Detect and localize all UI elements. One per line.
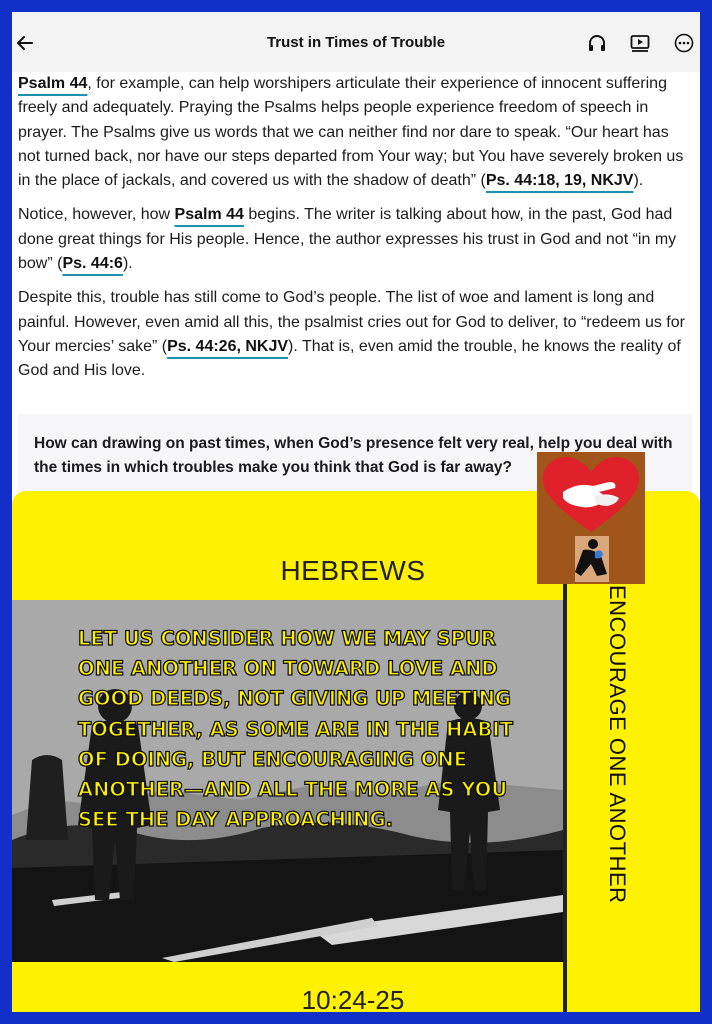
- page-title: Trust in Times of Trouble: [266, 34, 446, 51]
- paragraph-2: [18, 203, 694, 276]
- paragraph-1: [18, 72, 694, 193]
- poster-divider: [563, 580, 567, 1012]
- paragraph-text: ).: [633, 172, 644, 190]
- more-options-icon[interactable]: [673, 32, 695, 54]
- scripture-link-ps-44-18-19[interactable]: Ps. 44:18, 19, NKJV: [485, 172, 634, 190]
- poster-verse-reference: 10:24-25: [301, 985, 405, 1012]
- article-body: [18, 72, 694, 394]
- scripture-link-psalm-44[interactable]: Psalm 44: [18, 75, 88, 92]
- scripture-link-psalm-44[interactable]: Psalm 44: [174, 206, 244, 224]
- paragraph-text: Notice, however, how: [18, 206, 175, 224]
- paragraph-text: ).: [122, 255, 133, 273]
- paragraph-3: [18, 286, 694, 383]
- headphones-icon[interactable]: [586, 32, 608, 54]
- heart-hands-logo: [537, 452, 645, 584]
- paragraph-text: ). That is, even amid the trouble, he knows the reality of God and His love.: [18, 337, 681, 380]
- heart-hands-icon: [537, 452, 645, 584]
- discussion-question: How can drawing on past times, when God’s presence felt very real, help you deal with the times in which troubles make you think that God is far away?: [34, 435, 673, 476]
- poster-side-text: ENCOURAGE ONE ANOTHER: [605, 585, 630, 904]
- scripture-link-ps-44-6[interactable]: Ps. 44:6: [62, 255, 123, 273]
- paragraph-text: Despite this, trouble has still come to God’s people. The list of woe and lament is long and painful. However, even amid all this, the psalmist cries out for God to deliver, to “redeem us for Your mercies’ sake” (: [18, 289, 685, 355]
- video-player-icon[interactable]: [629, 32, 651, 54]
- scripture-link-ps-44-26[interactable]: Ps. 44:26, NKJV: [167, 337, 289, 355]
- app-window: [12, 12, 700, 1012]
- poster-book-title: HEBREWS: [280, 555, 426, 586]
- paragraph-text: , for example, can help worshipers articulate their experience of innocent suffering freely and adequately. Praying the Psalms helps people experience freedom of speech in prayer. The Psalms give us words that we can neither find nor dare to speak. “Our heart has not turned back, nor have our steps departed from Your way; but You have severely broken us in the place of jackals, and covered us with the shadow of death” (: [18, 75, 684, 190]
- poster-photo: [12, 600, 563, 962]
- top-bar: [12, 12, 700, 72]
- paragraph-text: begins. The writer is talking about how, in the past, God had done great things for His people. Hence, the author expresses his trust in God and not “in my bow” (: [18, 206, 677, 273]
- poster-verse-text: LET US CONSIDER HOW WE MAY SPUR ONE ANOTHER ON TOWARD LOVE AND GOOD DEEDS, NOT GIVING UP MEETING TOGETHER, AS SOME ARE IN THE HABIT OF DOING, BUT ENCOURAGING ONE ANOTHER—AND ALL THE MORE AS YOU SEE THE DAY APPROACHING.: [78, 627, 513, 832]
